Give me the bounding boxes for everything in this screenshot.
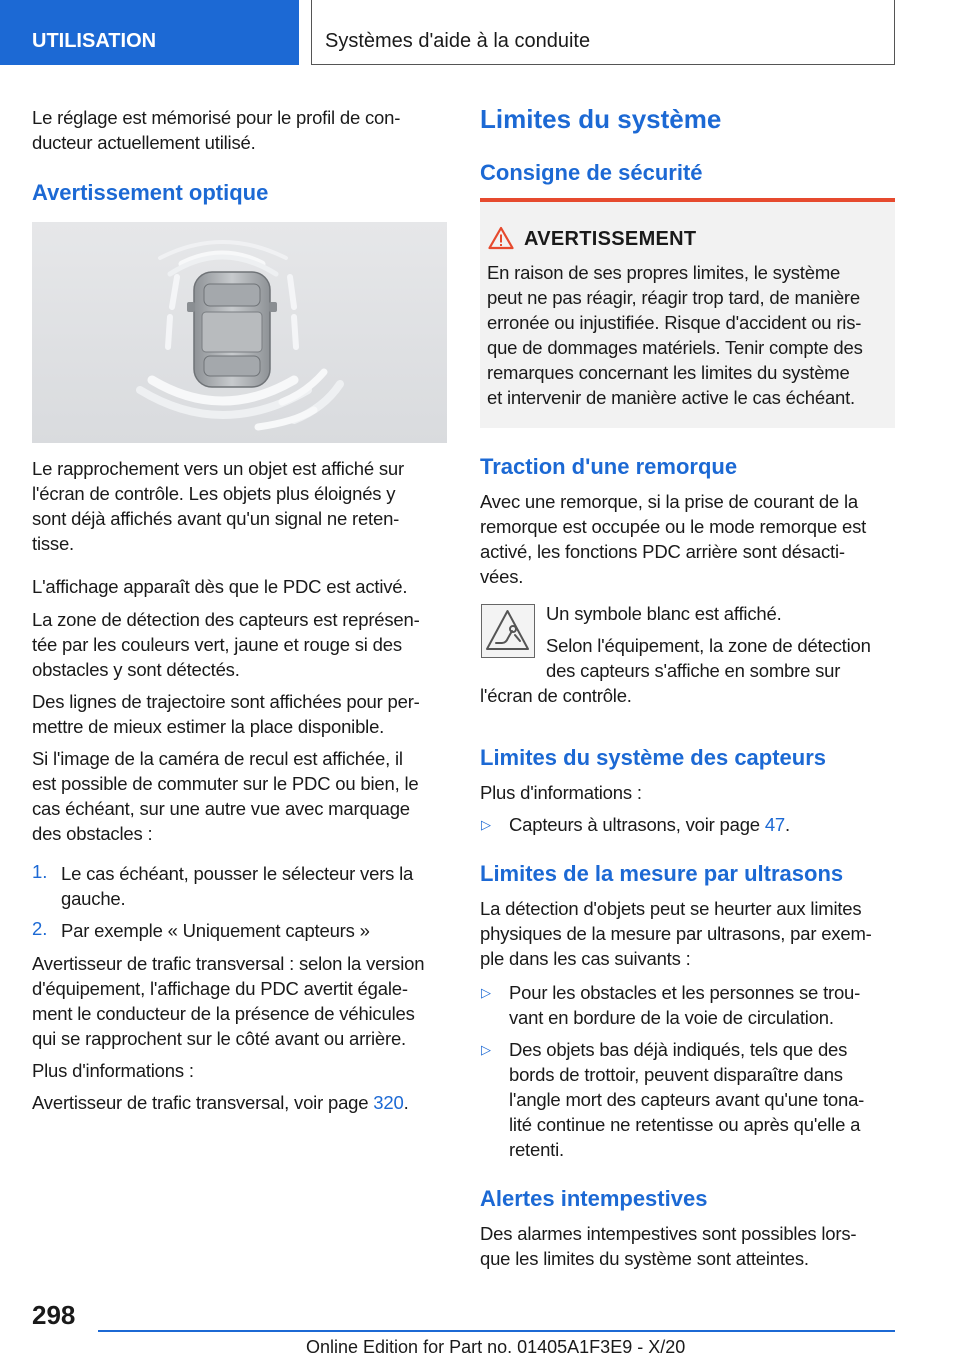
- bullet-1-line-1: Pour les obstacles et les personnes se trou-: [509, 982, 861, 1003]
- bullet-2-line-5: retenti.: [509, 1139, 564, 1160]
- p3-line-2: tée par les couleurs vert, jaune et rouge si des: [32, 634, 402, 655]
- p3-line-1: La zone de détection des capteurs est représen-: [32, 609, 420, 630]
- sensor-reference: [509, 812, 790, 837]
- false-alarms-line-2: que les limites du système sont atteintes.: [480, 1248, 809, 1269]
- symbol-line-2: Selon l'équipement, la zone de détection: [546, 635, 871, 656]
- warning-box: [480, 198, 895, 428]
- sensor-more-info: Plus d'informations :: [480, 782, 642, 803]
- p1-line-4: tisse.: [32, 533, 74, 554]
- false-alarms-line-1: Des alarmes intempestives sont possibles lors-: [480, 1223, 857, 1244]
- edition-note: Online Edition for Part no. 01405A1F3E9 - X/20: [306, 1337, 686, 1357]
- step-2-line-1: Par exemple « Uniquement capteurs »: [61, 920, 370, 941]
- step-1-line-2: gauche.: [61, 888, 126, 909]
- p6-line-2: d'équipement, l'affichage du PDC avertit égale-: [32, 978, 408, 999]
- p5-line-2: est possible de commuter sur le PDC ou bien, le: [32, 773, 419, 794]
- p5-line-3: cas échéant, sur une autre vue avec marquage: [32, 798, 410, 819]
- more-info-label: Plus d'informations :: [32, 1060, 194, 1081]
- step-1-line-1: Le cas échéant, pousser le sélecteur vers la: [61, 863, 414, 884]
- car-sensor-icon: [32, 222, 447, 443]
- p5-line-1: Si l'image de la caméra de recul est affichée, il: [32, 748, 403, 769]
- warning-line-2: peut ne pas réagir, réagir trop tard, de manière: [487, 287, 860, 308]
- p4-line-1: Des lignes de trajectoire sont affichées pour per-: [32, 691, 420, 712]
- p1-line-1: Le rapprochement vers un objet est affiché sur: [32, 458, 404, 479]
- symbol-line-3: des capteurs s'affiche en sombre sur: [546, 660, 841, 681]
- warning-line-6: et intervenir de manière active le cas échéant.: [487, 387, 855, 408]
- sensor-reference-end: .: [785, 814, 790, 835]
- warning-triangle-icon: [488, 226, 514, 250]
- footer-rule: [98, 1330, 895, 1332]
- bullet-2-line-2: bords de trottoir, peuvent disparaître dans: [509, 1064, 843, 1085]
- page-link-47[interactable]: 47: [764, 814, 786, 835]
- p5-line-4: des obstacles :: [32, 823, 153, 844]
- p6-line-1: Avertisseur de trafic transversal : selon la version: [32, 953, 425, 974]
- p3-line-3: obstacles y sont détectés.: [32, 659, 240, 680]
- page-number: 298: [32, 1300, 76, 1330]
- sensor-reference-text: Capteurs à ultrasons, voir page: [509, 814, 765, 835]
- p4-line-2: mettre de mieux estimer la place disponible.: [32, 716, 385, 737]
- heading-safety-notice: Consigne de sécurité: [480, 160, 703, 185]
- bullet-2-line-4: lité continue ne retentisse ou après qu'elle a: [509, 1114, 861, 1135]
- warning-title: AVERTISSEMENT: [524, 228, 697, 250]
- step-number-2: 2.: [32, 918, 48, 939]
- heading-trailer: Traction d'une remorque: [480, 454, 738, 479]
- section-tab: UTILISATION: [0, 0, 299, 65]
- chapter-title: Systèmes d'aide à la conduite: [325, 30, 591, 52]
- p1-line-2: l'écran de contrôle. Les objets plus éloignés y: [32, 483, 396, 504]
- intro-line-2: ducteur actuellement utilisé.: [32, 132, 256, 153]
- heading-false-alarms: Alertes intempestives: [480, 1186, 708, 1211]
- reference-end: .: [403, 1092, 409, 1113]
- p1-line-3: sont déjà affichés avant qu'un signal ne reten-: [32, 508, 400, 529]
- warning-line-5: remarques concernant les limites du système: [487, 362, 850, 383]
- trailer-line-2: remorque est occupée ou le mode remorque est: [480, 516, 867, 537]
- trailer-symbol: [481, 604, 535, 658]
- page-link-320[interactable]: 320: [373, 1092, 404, 1113]
- reference-text: Avertisseur de trafic transversal, voir page: [32, 1092, 374, 1113]
- ultrasound-line-3: ple dans les cas suivants :: [480, 948, 691, 969]
- p6-line-3: ment le conducteur de la présence de véhicules: [32, 1003, 415, 1024]
- warning-line-3: erronée ou injustifiée. Risque d'accident ou ris-: [487, 312, 862, 333]
- ultrasound-line-1: La détection d'objets peut se heurter aux limites: [480, 898, 862, 919]
- warning-line-4: que de dommages matériels. Tenir compte des: [487, 337, 863, 358]
- pdc-display-illustration: [32, 222, 447, 443]
- warning-text: [487, 260, 891, 410]
- step-number-1: 1.: [32, 861, 48, 882]
- trailer-line-1: Avec une remorque, si la prise de courant de la: [480, 491, 858, 512]
- bullet-2-line-1: Des objets bas déjà indiqués, tels que des: [509, 1039, 848, 1060]
- bullet-1-line-2: vant en bordure de la voie de circulation.: [509, 1007, 834, 1028]
- p6-line-4: qui se rapprochent sur le côté avant ou arrière.: [32, 1028, 406, 1049]
- symbol-line-1: Un symbole blanc est affiché.: [546, 603, 782, 624]
- cross-traffic-reference: [32, 1090, 409, 1115]
- intro-line-1: Le réglage est mémorisé pour le profil de con-: [32, 107, 401, 128]
- bullet-triangle-icon: ▷: [481, 985, 491, 1000]
- bullet-2-line-3: l'angle mort des capteurs avant qu'une tona-: [509, 1089, 865, 1110]
- heading-system-limits: Limites du système: [480, 104, 722, 134]
- ultrasound-line-2: physiques de la mesure par ultrasons, par exem-: [480, 923, 872, 944]
- bullet-triangle-icon: ▷: [481, 817, 491, 832]
- trailer-hitch-icon: [482, 605, 533, 656]
- p2-line: L'affichage apparaît dès que le PDC est activé.: [32, 576, 408, 597]
- trailer-line-4: vées.: [480, 566, 524, 587]
- symbol-line-4: l'écran de contrôle.: [480, 685, 632, 706]
- warning-line-1: En raison de ses propres limites, le système: [487, 262, 841, 283]
- bullet-triangle-icon: ▷: [481, 1042, 491, 1057]
- heading-ultrasound-limits: Limites de la mesure par ultrasons: [480, 861, 844, 886]
- trailer-line-3: activé, les fonctions PDC arrière sont désacti-: [480, 541, 845, 562]
- heading-sensor-limits: Limites du système des capteurs: [480, 745, 827, 770]
- heading-optical-warning: Avertissement optique: [32, 180, 269, 205]
